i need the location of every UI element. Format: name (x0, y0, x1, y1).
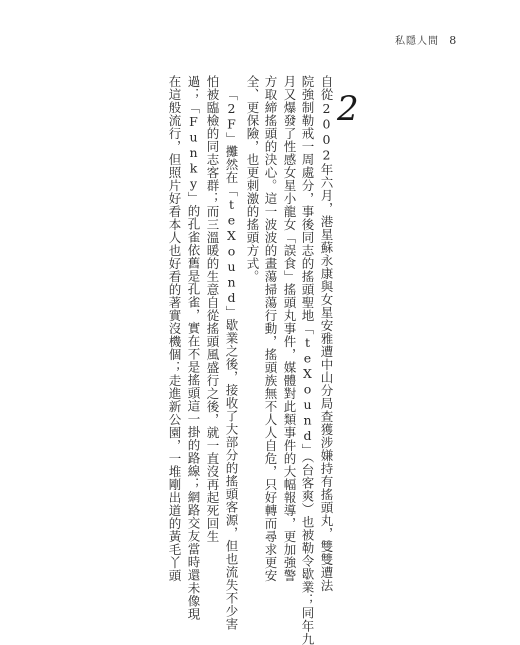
text-column-7: 怕被臨檢的同志客群；而三溫暖的生意自從搖頭風盛行之後，就一直沒再起死回生 (205, 75, 220, 543)
text-column-6: 「2F」攤然在「teXound」歇業之後，接收了大部分的搖頭客源，但也流失不少害 (224, 88, 239, 631)
running-header (395, 32, 505, 47)
text-column-3: 月又爆發了性感女星小龍女「誤食」搖頭丸事件，媒體對此類事件的大幅報導，更加強警 (282, 75, 297, 582)
text-column-2: 院強制勒戒一周處分，事後同志的搖頭聖地「teXound」（台客爽）也被勒令歇業；同年九 (300, 75, 315, 645)
running-header-title: 私隱人間 (395, 36, 439, 47)
text-column-1: 自從2002年六月，港星蘇永康與女星安雅遭中山分局查獲涉嫌持有搖頭丸，雙雙遭法 (319, 75, 334, 592)
chapter-number: 2 (337, 89, 359, 129)
text-column-9: 在這般流行，但照片好看本人也好看的著實沒機個；走進新公園，一堆剛出道的黃毛丫頭 (167, 75, 182, 582)
text-column-5: 全、更保險，也更刺激的搖頭方式。 (245, 75, 260, 283)
page-number: 8 (449, 34, 458, 47)
text-column-4: 方取締搖頭的決心。這一波波的畫蕩掃蕩行動，搖頭族無不人人自危，只好轉而尋求更安 (263, 75, 278, 582)
text-column-8: 過；「Funky」的孔雀依舊是孔雀，實在不是搖頭這一掛的路線；網路交友當時還未像現 (186, 75, 201, 621)
